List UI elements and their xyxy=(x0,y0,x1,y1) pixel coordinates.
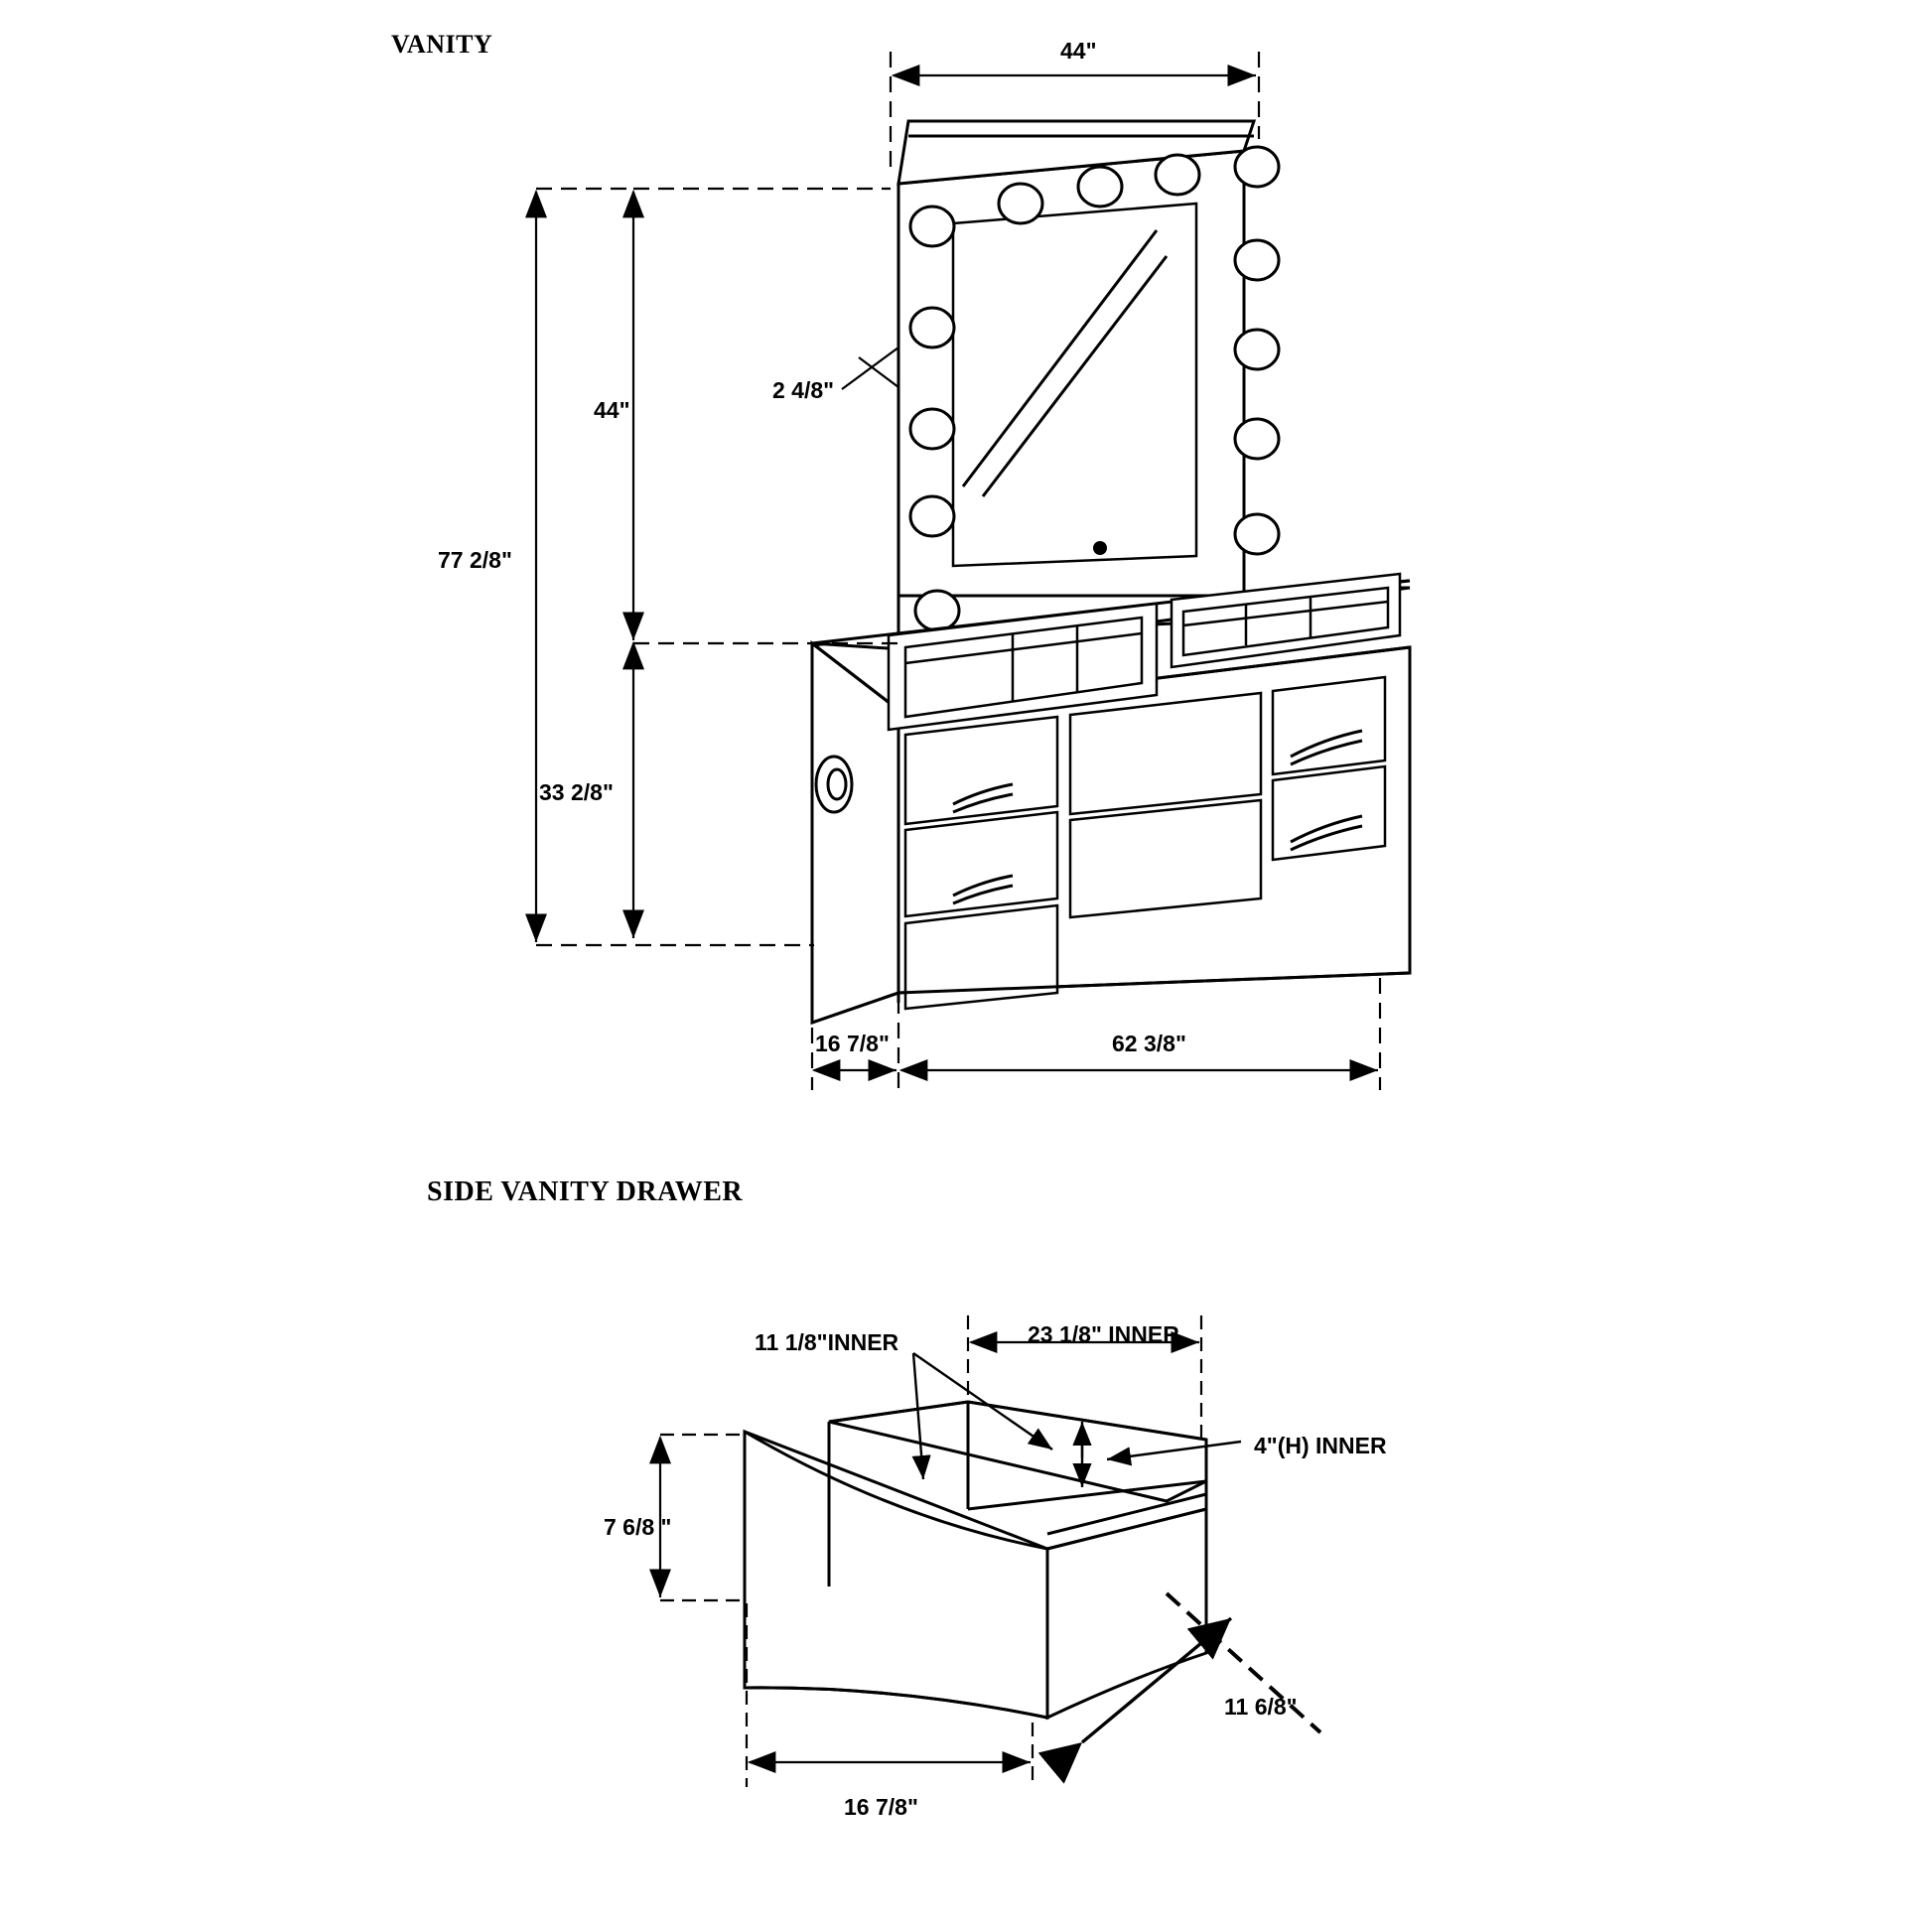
mirror-glass xyxy=(953,204,1196,566)
dim-label-case-width: 62 3/8" xyxy=(1112,1031,1186,1056)
vanity-side-knob xyxy=(816,757,852,812)
dim-label-mirror-height: 44" xyxy=(594,397,630,423)
dim-label-drawer-depth: 11 6/8" xyxy=(1224,1694,1298,1720)
section-title-vanity: VANITY xyxy=(391,30,493,59)
dim-label-case-depth: 16 7/8" xyxy=(815,1031,890,1056)
dim-label-drawer-inner-height: 4"(H) INNER xyxy=(1254,1433,1387,1458)
dim-label-overall-height: 77 2/8" xyxy=(438,547,512,573)
dim-label-drawer-inner-width-top: 23 1/8" INNER xyxy=(1028,1321,1179,1347)
dim-label-case-height: 33 2/8" xyxy=(539,779,614,805)
section-title-side-vanity-drawer: SIDE VANITY DRAWER xyxy=(427,1176,744,1207)
vanity-drawers-center xyxy=(1070,693,1261,917)
drawer-body xyxy=(745,1402,1206,1718)
dim-label-drawer-front-width: 16 7/8" xyxy=(844,1794,918,1820)
dim-label-drawer-inner-width-front: 11 1/8"INNER xyxy=(755,1329,899,1355)
dim-label-mirror-width: 44" xyxy=(1060,38,1097,64)
dim-label-bulb-size: 2 4/8" xyxy=(772,377,835,403)
vanity-drawers-right xyxy=(1273,677,1385,860)
dim-label-drawer-front-height: 7 6/8 " xyxy=(604,1514,672,1540)
vanity-drawers-left xyxy=(905,717,1057,1009)
